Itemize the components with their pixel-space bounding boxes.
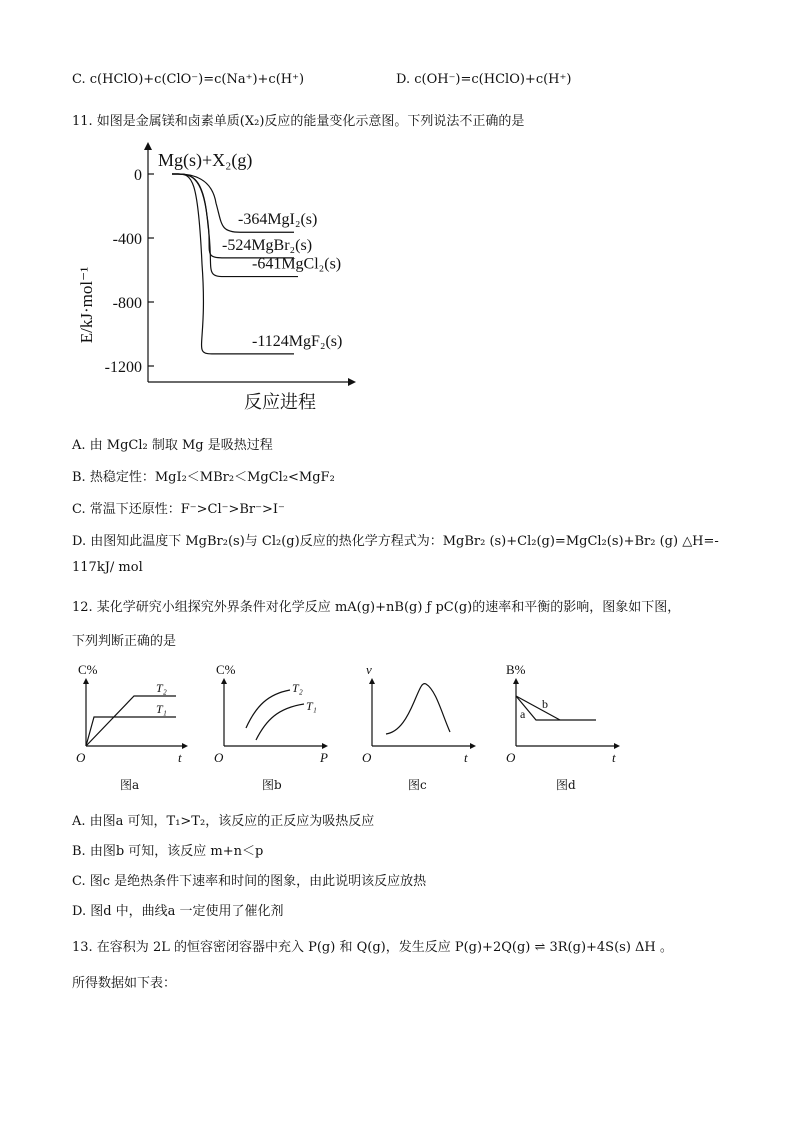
q12-option-b: B. 由图b 可知，该反应 m+n＜p bbox=[72, 844, 264, 859]
x-axis-arrow bbox=[348, 378, 356, 386]
fig-a-label-t2: T₂ bbox=[156, 681, 167, 695]
fig-b-xlabel: P bbox=[320, 750, 328, 765]
energy-curve-label: -524MgBr₂(s) bbox=[222, 236, 313, 254]
fig-a-caption: 图a bbox=[120, 778, 140, 792]
fig-d-ylabel: B% bbox=[506, 662, 526, 677]
y-tick-label: -800 bbox=[112, 295, 142, 312]
fig-d-caption: 图d bbox=[556, 778, 576, 792]
fig-b-origin: O bbox=[214, 750, 224, 765]
fig-c-ylabel: v bbox=[366, 662, 372, 677]
q12-option-a: A. 由图a 可知，T₁>T₂，该反应的正反应为吸热反应 bbox=[72, 814, 375, 829]
y-tick-label: -1200 bbox=[104, 359, 142, 376]
q12-stem-line1: 12. 某化学研究小组探究外界条件对化学反应 mA(g)+nB(g) ƒ pC(g)的速率和平衡的影响，图象如下图， bbox=[72, 600, 681, 615]
q12-option-d: D. 图d 中，曲线a 一定使用了催化剂 bbox=[72, 904, 284, 919]
figure-c bbox=[356, 660, 486, 770]
energy-curve-label: -1124MgF₂(s) bbox=[252, 332, 343, 350]
fig-a-origin: O bbox=[76, 750, 86, 765]
q11-option-b: B. 热稳定性：MgI₂＜MBr₂＜MgCl₂<MgF₂ bbox=[72, 470, 335, 485]
fig-b-curve-t1 bbox=[256, 704, 304, 740]
q11-option-c: C. 常温下还原性：F⁻>Cl⁻>Br⁻>I⁻ bbox=[72, 502, 285, 517]
fig-d-origin: O bbox=[506, 750, 516, 765]
fig-b-caption: 图b bbox=[262, 778, 282, 792]
q13-stem-line1: 13. 在容积为 2L 的恒容密闭容器中充入 P(g) 和 Q(g)，发生反应 P(g)+2Q(g) ⇌ 3R(g)+4S(s) ΔH 。 bbox=[72, 940, 673, 955]
fig-c-xlabel: t bbox=[464, 750, 468, 765]
q11-stem: 11. 如图是金属镁和卤素单质(X₂)反应的能量变化示意图。下列说法不正确的是 bbox=[72, 114, 525, 129]
y-tick-label: 0 bbox=[134, 167, 142, 184]
q10-option-d: D. c(OH⁻)=c(HClO)+c(H⁺) bbox=[396, 72, 572, 87]
fig-c-caption: 图c bbox=[408, 778, 427, 792]
fig-c-curve bbox=[386, 684, 450, 734]
energy-curve-label: -364MgI₂(s) bbox=[238, 211, 318, 229]
fig-c-origin: O bbox=[362, 750, 372, 765]
energy-diagram bbox=[72, 140, 372, 420]
figure-b bbox=[212, 660, 342, 770]
fig-a-xlabel: t bbox=[178, 750, 182, 765]
q11-option-d-line2: 117kJ/ mol bbox=[72, 560, 143, 575]
q12-option-c: C. 图c 是绝热条件下速率和时间的图象，由此说明该反应放热 bbox=[72, 874, 427, 889]
q11-option-a: A. 由 MgCl₂ 制取 Mg 是吸热过程 bbox=[72, 438, 273, 453]
fig-d-xlabel: t bbox=[612, 750, 616, 765]
y-axis-arrow bbox=[144, 142, 152, 150]
q13-stem-line2: 所得数据如下表： bbox=[72, 976, 177, 991]
fig-a-ylabel: C% bbox=[78, 662, 98, 677]
q12-stem-line2: 下列判断正确的是 bbox=[72, 634, 177, 649]
y-axis-label: E/kJ·mol⁻¹ bbox=[77, 266, 96, 344]
energy-curve-label: -641MgCl₂(s) bbox=[252, 255, 342, 273]
fig-d-label-b: b bbox=[542, 697, 548, 711]
y-tick-label: -400 bbox=[112, 231, 142, 248]
fig-b-ylabel: C% bbox=[216, 662, 236, 677]
fig-a-label-t1: T₁ bbox=[156, 702, 167, 716]
q10-option-c: C. c(HClO)+c(ClO⁻)=c(Na⁺)+c(H⁺) bbox=[72, 72, 305, 87]
fig-d-curve-a bbox=[516, 696, 596, 720]
fig-b-label-t1: T₁ bbox=[306, 699, 317, 713]
figure-a bbox=[72, 660, 202, 770]
x-axis-label: 反应进程 bbox=[244, 392, 316, 412]
fig-b-label-t2: T₂ bbox=[292, 681, 303, 695]
figure-d bbox=[500, 660, 630, 770]
fig-d-label-a: a bbox=[520, 707, 526, 721]
q11-option-d-line1: D. 由图知此温度下 MgBr₂(s)与 Cl₂(g)反应的热化学方程式为：MgBr₂ (s)+Cl₂(g)=MgCl₂(s)+Br₂ (g) △H=- bbox=[72, 534, 719, 549]
chart-title: Mg(s)+X₂(g) bbox=[158, 150, 253, 170]
